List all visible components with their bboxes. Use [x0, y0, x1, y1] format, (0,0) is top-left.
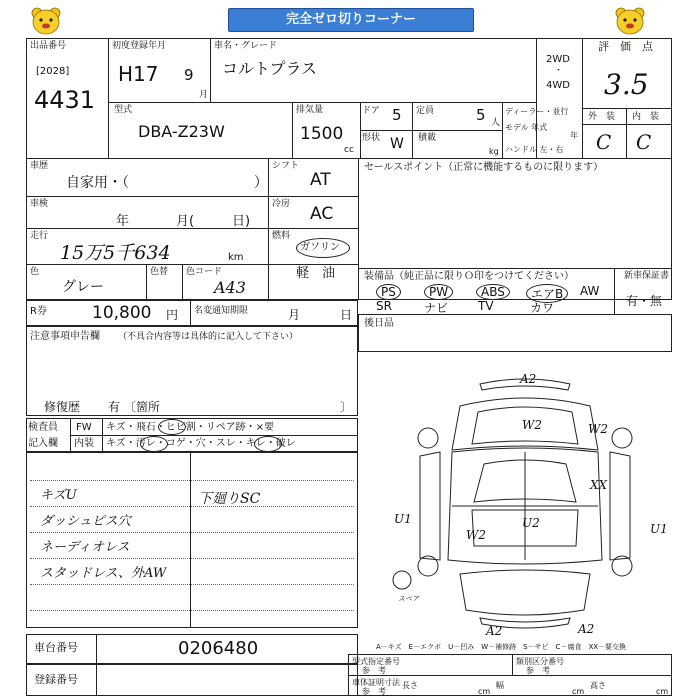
damage-mark-a2-bl: A2 [486, 624, 503, 638]
equip-label: 装備品（純正品に限りＯ印をつけてください） [364, 271, 574, 282]
equipment-item: SR [376, 299, 392, 313]
class-cert-ref: 参 考 [526, 666, 550, 675]
header-banner: 完全ゼロ切りコーナー [228, 8, 474, 32]
remark-line: キズU [40, 488, 77, 503]
registration-label: 登録番号 [34, 673, 78, 686]
load-label: 積載 [418, 133, 437, 143]
later-items-box [358, 314, 672, 352]
ac-label: 冷房 [272, 199, 291, 209]
damage-mark-a2-top: A2 [520, 372, 537, 386]
applicant-hint: （不具合内容等は具体的に記入して下さい） [118, 332, 299, 342]
lot-sub: [2028] [36, 66, 70, 77]
mileage-value: 15万5千634 [60, 242, 171, 264]
capacity-value: 5 [476, 106, 486, 124]
handle-label: ハンドル 左・右 [505, 145, 564, 154]
equipment-item: AW [580, 284, 600, 298]
fw-label: FW [76, 422, 92, 433]
equipment-item: PW [424, 284, 453, 300]
load-unit: kg [489, 147, 499, 156]
drive-sep: ・ [554, 66, 564, 76]
tax-label: 名変通知期限 [194, 306, 249, 316]
color-change-label: 色替 [150, 267, 169, 277]
engine-value: 1500 [300, 124, 344, 144]
model-label: 型式 [114, 105, 133, 115]
model-cert-ref: 参 考 [362, 666, 386, 675]
lot-label: 出品番号 [30, 41, 67, 51]
remark-line: スタッドレス、外AW [40, 566, 167, 581]
repair-end: 〕 [340, 400, 353, 414]
engine-label: 排気量 [296, 105, 324, 115]
warranty-label: 新車保証書 [624, 271, 670, 281]
len-cm: cm [478, 687, 491, 696]
width-cm: cm [572, 687, 585, 696]
first-reg-month-unit: 月 [199, 90, 209, 100]
doors-value: 5 [392, 106, 402, 124]
engine-unit: cc [344, 145, 354, 155]
recycle-row [26, 300, 358, 326]
capacity-label: 定員 [416, 106, 435, 116]
first-reg-label: 初度登録年月 [112, 41, 167, 51]
damage-mark-spare: スペア [398, 595, 419, 603]
applicant-label: 注意事項申告欄 [30, 331, 100, 342]
tax-day: 日 [340, 308, 353, 322]
fuel-gas: ガソリン [300, 242, 340, 253]
warranty-value: 有・無 [626, 294, 663, 308]
equipment-item: ナビ [424, 301, 449, 315]
equipment-item: エアB [526, 284, 568, 303]
grade-label: 評 価 点 [598, 40, 653, 53]
car-name: コルトプラス [222, 59, 318, 78]
recycle-unit: 円 [166, 308, 179, 322]
interior-label: 内 装 [632, 112, 660, 122]
class-cert-label: 類別区分番号 [516, 657, 564, 666]
shift-label: シフト [272, 161, 300, 171]
later-items-label: 後日品 [364, 318, 394, 329]
car-name-label: 車名・グレード [214, 41, 278, 51]
damage-mark-u1-right: U1 [650, 522, 668, 536]
model-cert-label: 型式指定番号 [352, 657, 400, 666]
damage-mark-w2-front: W2 [522, 418, 542, 432]
repair-location: 〔箇所 [124, 400, 161, 414]
capacity-unit: 人 [491, 118, 501, 128]
damage-mark-u2: U2 [522, 516, 540, 530]
repair-value: 有 [108, 400, 121, 414]
interior-damage-items: キズ・汚レ・コゲ・穴・スレ・キレ・破レ [106, 438, 296, 449]
width-label: 幅 [496, 681, 504, 690]
mileage-unit: km [228, 252, 244, 263]
model-year-unit: 年 [570, 131, 578, 140]
height-label: 高さ [590, 681, 606, 690]
equipment-item: カワ [530, 301, 555, 315]
car-damage-diagram [380, 360, 670, 640]
damage-mark-a2-br: A2 [578, 622, 595, 636]
damage-mark-u1-left: U1 [394, 512, 412, 526]
fuel-diesel: 軽 油 [296, 266, 336, 281]
mascot-bear-left-icon [28, 6, 64, 36]
first-reg-month: 9 [184, 66, 194, 84]
equipment-item: TV [478, 299, 494, 313]
history-close: ） [254, 175, 268, 191]
remark-line: ネーディオレス [40, 540, 130, 555]
inspection-day: 日) [232, 214, 251, 229]
equipment-item: ABS [476, 284, 510, 300]
history-label: 車歴 [30, 161, 49, 171]
color-value: グレー [62, 279, 104, 295]
int-kizu-circle [140, 436, 168, 452]
first-reg-era: H17 [118, 62, 159, 86]
chassis-value: 0206480 [178, 638, 259, 659]
inspector-label-2: 記入欄 [28, 438, 58, 449]
inspector-label-1: 検査員 [28, 422, 58, 433]
recycle-value: 10,800 [92, 303, 152, 323]
color-code-label: 色コード [186, 267, 223, 277]
repair-label: 修復歴 [44, 400, 81, 414]
damage-legend: A－キズ E－エクボ U－凹み W－補修跡 S－サビ C－腐食 XX－要交換 [376, 643, 627, 651]
mileage-label: 走行 [30, 231, 49, 241]
history-value: 自家用・（ [66, 175, 129, 191]
inspection-month: 月( [176, 214, 195, 229]
shape-label: 形状 [362, 133, 381, 143]
damage-mark-w2-side: W2 [588, 422, 608, 436]
interior-damage-label: 内装 [74, 438, 94, 449]
height-cm: cm [656, 687, 669, 696]
equipment-item: PS [376, 284, 401, 300]
fuel-label: 燃料 [272, 231, 291, 241]
drive-2wd: 2WD [546, 54, 570, 65]
dealer-label: ディーラー・並行 [505, 107, 569, 116]
body-dims-label: 車体証明寸法 [352, 678, 400, 687]
inspection-label: 車検 [30, 199, 49, 209]
interior-grade: C [636, 130, 652, 154]
remark-line: ダッシュピス穴 [40, 514, 131, 529]
int-sure-circle [254, 436, 282, 452]
sales-label: セールスポイント（正常に機能するものに限ります） [364, 162, 604, 173]
damage-mark-xx: XX [590, 478, 608, 492]
damage-mark-w2-mid: W2 [466, 528, 486, 542]
inspection-year: 年 [116, 214, 130, 229]
shift-value: AT [310, 170, 331, 190]
mascot-bear-right-icon [612, 6, 648, 36]
model-value: DBA-Z23W [138, 122, 225, 141]
len-label: 長さ [402, 681, 418, 690]
model-year-label: モデル 年式 [505, 123, 548, 132]
shape-value: W [390, 136, 404, 152]
color-label: 色 [30, 267, 40, 277]
tax-month: 月 [288, 308, 301, 322]
body-dims-ref: 参 考 [362, 687, 386, 696]
recycle-label: R券 [30, 306, 47, 317]
fw-hikei-circle [158, 419, 186, 435]
grade-score: 3.5 [604, 68, 649, 101]
chassis-label: 車台番号 [34, 641, 78, 654]
lot-number: 4431 [34, 86, 96, 114]
ac-value: AC [310, 204, 334, 224]
color-code: A43 [214, 278, 246, 297]
exterior-label: 外 装 [588, 112, 616, 122]
remarks-right: 下廻りSC [198, 491, 261, 507]
drive-4wd: 4WD [546, 80, 570, 91]
doors-label: ドア [362, 106, 380, 116]
exterior-grade: C [596, 130, 612, 154]
fw-items: キズ・飛石・ヒビ割・リペア跡・×要 [106, 422, 274, 433]
